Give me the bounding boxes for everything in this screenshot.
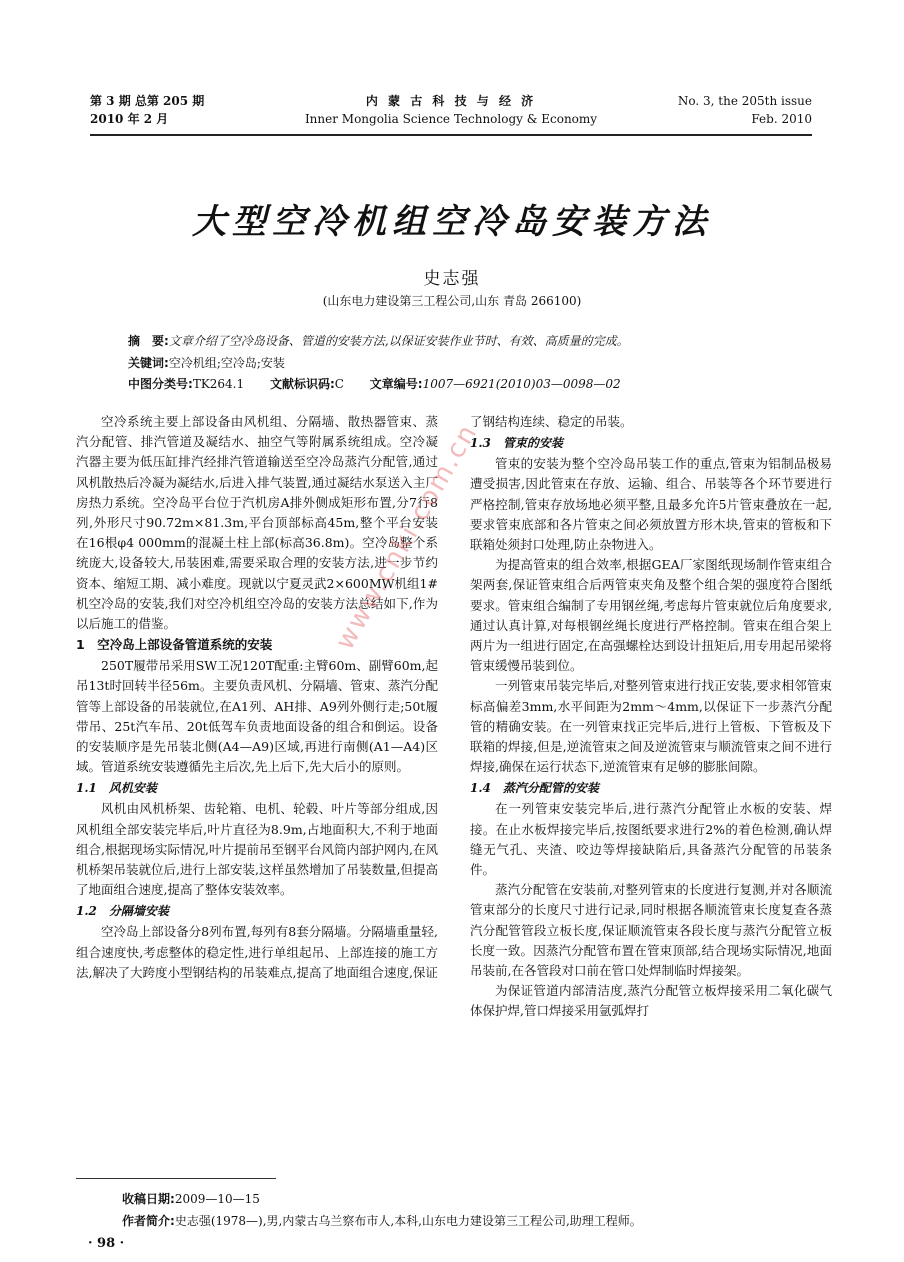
subsection-heading: 1.1 风机安装 [76,781,157,796]
received-value: 2009—10—15 [174,1192,260,1206]
subsection-heading: 1.4 蒸汽分配管的安装 [470,781,599,796]
clc-label: 中图分类号: [128,377,193,391]
footnote-author-bio [122,1212,642,1230]
author-name: 史志强 [423,269,481,289]
classification-line [128,375,828,393]
watermark: www.cnki.com.cn [330,418,484,655]
article-number-value: 1007—6921(2010)03—0098—02 [422,377,621,391]
article-number-label: 文章编号: [369,377,423,391]
subsection-heading: 1.2 分隔墙安装 [76,904,169,919]
body-paragraph: 风机由风机桥架、齿轮箱、电机、轮毂、叶片等部分组成,因风机组全部安装完毕后,叶片直径为8.9m,占地面积大,不利于地面组合,根据现场实际情况,叶片提前吊至钢平台风筒内部护网内,在风机桥架吊装就位后,进行上部安装,这样虽然增加了吊装数量,但提高了地面组合速度,提高了整体安装效率。 [76,801,438,898]
right-column [470,412,832,1022]
header-issue-en: No. 3, the 205th issue Feb. 2010 [677,94,812,126]
keywords [128,354,828,372]
abstract [128,332,828,350]
body-paragraph: 蒸汽分配管在安装前,对整列管束的长度进行复测,并对各顺流管束部分的长度尺寸进行记录,同时根据各顺流管束长度复查各蒸汽分配管管段立板长度,保证顺流管束各段长度与蒸汽分配管立板长度一致。因蒸汽分配管布置在管束顶部,结合现场实际情况,地面吊装前,在各管段对口前在管口处焊制临时焊接架。 [470,882,832,979]
body-paragraph: 了钢结构连续、稳定的吊装。 [470,414,633,429]
clc-value: TK264.1 [192,377,245,391]
abstract-label: 摘 要: [128,334,169,348]
body-paragraph: 250T履带吊采用SW工况120T配重:主臂60m、副臂60m,起吊13t时回转半径56m。主要负责风机、分隔墙、管束、蒸汽分配管等上部设备的吊装就位,在A1列、AH排、A9列外侧行走;50t履带吊、25t汽车吊、20t低驾车负责地面设备的组合和倒运。设备的安装顺序是先吊装北侧(A4—A9)区域,再进行南侧(A1—A4)区域。管道系统安装遵循先主后次,先上后下,先大后小的原则。 [76,658,439,775]
keywords-label: 关键词: [128,356,169,370]
page-number: · 98 · [88,1236,125,1251]
body-paragraph: 空冷岛上部设备分8列布置,每列有8套分隔墙。分隔墙重量轻,组合速度快,考虑整体的稳定性,进行单组起吊、上部连接的施工方法,解决了大跨度小型钢结构的吊装难点,提高了地面组合速度,保证 [76,924,438,980]
section-heading: 1 空冷岛上部设备管道系统的安装 [76,637,273,653]
body-paragraph: 管束的安装为整个空冷岛吊装工作的重点,管束为铝制品极易遭受损害,因此管束在存放、运输、组合、吊装等各个环节要进行严格控制,管束存放场地必须平整,且最多允许5片管束叠放在一起,要求管束底部和各片管束之间必须放置方形木块,管束的管板和下联箱处须封口处理,防止杂物进入。 [470,456,832,553]
author-affiliation: (山东电力建设第三工程公司,山东 青岛 266100) [322,294,582,308]
body-paragraph: 空冷系统主要上部设备由风机组、分隔墙、散热器管束、蒸汽分配管、排汽管道及凝结水、抽空气等附属系统组成。空冷凝汽器主要为低压缸排汽经排汽管道输送至空冷岛蒸汽分配管,通过风机散热后冷凝为凝结水,后进入排气装置,通过凝结水泵送入主厂房热力系统。空冷岛平台位于汽机房A排外侧成矩形布置,分7行8列,外形尺寸90.72m×81.3m,平台顶部标高45m,整个平台安装在16根φ4 000mm的混凝土柱上部(标高36.8m)。空冷岛整个系统庞大,设备较大,吊装困难,需要采取合理的安装方法,进一步节约资本、缩短工期、减小难度。现就以宁夏灵武2×600MW机组1#机空冷岛的安装,我们对空冷机组空冷岛的安装方法总结如下,作为以后施工的借鉴。 [76,414,438,632]
body-paragraph: 为保证管道内部清洁度,蒸汽分配管立板焊接采用二氧化碳气体保护焊,管口焊接采用氩弧焊打 [470,983,832,1019]
bio-value: 史志强(1978—),男,内蒙古乌兰察布市人,本科,山东电力建设第三工程公司,助理工程师。 [174,1214,642,1228]
header-journal: 内 蒙 古 科 技 与 经 济 Inner Mongolia Science Technology & Economy [304,94,598,126]
bio-label: 作者简介: [122,1214,175,1228]
subsection-heading: 1.3 管束的安装 [470,436,563,451]
received-label: 收稿日期: [122,1192,175,1206]
body-paragraph: 在一列管束安装完毕后,进行蒸汽分配管止水板的安装、焊接。在止水板焊接完毕后,按图纸要求进行2%的着色检测,确认焊缝无气孔、夹渣、咬边等焊接缺陷后,具备蒸汽分配管的吊装条件。 [470,801,832,878]
paper-title: 大型空冷机组空冷岛安装方法 [192,202,712,242]
body-paragraph: 一列管束吊装完毕后,对整列管束进行找正安装,要求相邻管束标高偏差3mm,水平间距为2mm～4mm,以保证下一步蒸汽分配管的精确安装。在一列管束找正完毕后,进行上管板、下管板及下联箱的焊接,但是,逆流管束之间及逆流管束与顺流管束之间不进行焊接,确保在运行状态下,逆流管束有足够的膨胀间隙。 [470,678,832,775]
doc-code-label: 文献标识码: [269,377,335,391]
left-column [76,412,438,983]
abstract-text: 文章介绍了空冷岛设备、管道的安装方法,以保证安装作业节时、有效、高质量的完成。 [168,334,629,348]
keywords-text: 空冷机组;空冷岛;安装 [168,356,285,370]
header-issue: 第 3 期 总第 205 期 2010 年 2 月 [90,94,205,126]
body-paragraph: 为提高管束的组合效率,根据GEA厂家图纸现场制作管束组合架两套,保证管束组合后两管束夹角及整个组合架的强度符合图纸要求。管束组合编制了专用钢丝绳,考虑每片管束就位后角度要求,通过认真计算,对每根钢丝绳长度进行严格控制。管束在组合架上两片为一组进行固定,在高强螺栓达到设计扭矩后,用专用起吊梁将管束缓慢吊装到位。 [470,557,832,674]
footnote-received [122,1190,260,1208]
doc-code-value: C [334,377,344,391]
header-rule [90,134,812,136]
footnote-rule [76,1178,276,1179]
running-header [90,92,812,132]
